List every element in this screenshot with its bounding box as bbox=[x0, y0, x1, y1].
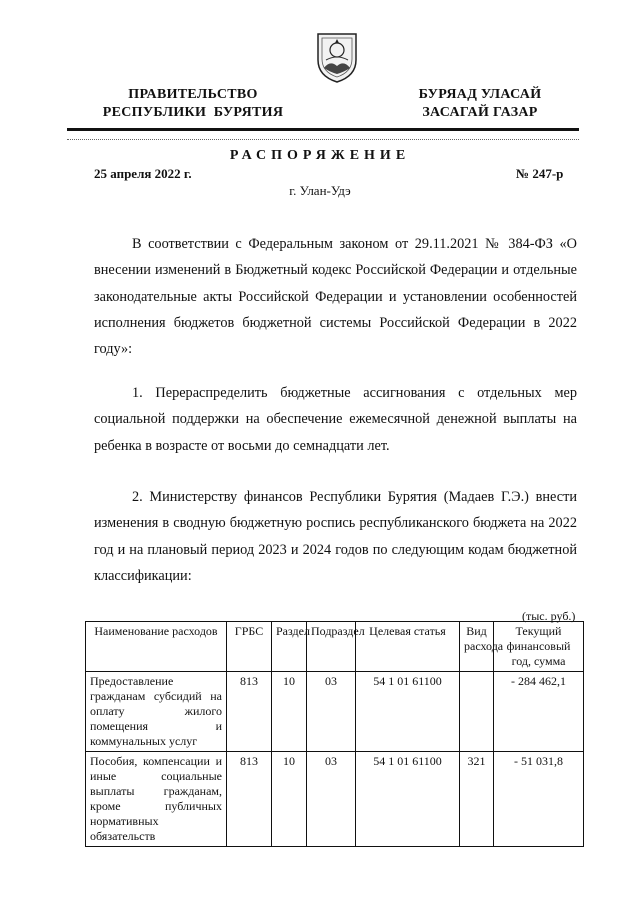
header-target: Целевая статья bbox=[356, 622, 460, 672]
table-row bbox=[86, 752, 584, 847]
cell-podrazdel: 03 bbox=[307, 672, 356, 752]
cell-vid: 321 bbox=[460, 752, 494, 847]
cell-razdel: 10 bbox=[272, 672, 307, 752]
cell-vid bbox=[460, 672, 494, 752]
document-number: № 247-р bbox=[516, 166, 564, 181]
header-name: Наименование расходов bbox=[86, 622, 227, 672]
cell-grbs: 813 bbox=[227, 672, 272, 752]
cell-name: Предоставление гражданам субсидий на оплату жилого помещения и коммунальных услуг bbox=[86, 672, 227, 752]
cell-name: Пособия, компенсации и иные социальные выплаты гражданам, кроме публичных нормативных обязательств bbox=[86, 752, 227, 847]
cell-sum: - 284 462,1 bbox=[494, 672, 584, 752]
document-city: г. Улан-Удэ bbox=[289, 183, 351, 198]
header-podrazdel: Подраздел bbox=[307, 622, 356, 672]
government-name-line1: ПРАВИТЕЛЬСТВО bbox=[128, 87, 258, 102]
government-name-buryat bbox=[400, 86, 560, 122]
header-sum: Текущий финансовый год, сумма bbox=[494, 622, 584, 672]
cell-target: 54 1 01 61100 bbox=[356, 752, 460, 847]
header-dotted-divider bbox=[67, 139, 579, 140]
table-unit-label: (тыс. руб.) bbox=[522, 609, 576, 623]
coat-of-arms-emblem bbox=[314, 30, 360, 84]
table-row bbox=[86, 672, 584, 752]
header-divider bbox=[67, 128, 579, 131]
cell-sum: - 51 031,8 bbox=[494, 752, 584, 847]
header-grbs: ГРБС bbox=[227, 622, 272, 672]
government-name-buryat-line2: ЗАСАГАЙ ГАЗАР bbox=[422, 105, 538, 120]
document-title: РАСПОРЯЖЕНИЕ bbox=[229, 148, 411, 163]
table-header-row bbox=[86, 622, 584, 672]
cell-grbs: 813 bbox=[227, 752, 272, 847]
cell-podrazdel: 03 bbox=[307, 752, 356, 847]
paragraph-item-2: 2. Министерству финансов Республики Бурятия (Мадаев Г.Э.) внести изменения в сводную бюджетную роспись республиканского бюджета на 2022 год и на плановый период 2023 и 2024 годов по следующим кодам бюджетной классификации: bbox=[94, 489, 577, 584]
paragraph-item-1: 1. Перераспределить бюджетные ассигнования с отдельных мер социальной поддержки на обеспечение ежемесячной денежной выплаты на ребенка в возрасте от восьми до семнадцати лет. bbox=[94, 385, 577, 454]
paragraph-preamble: В соответствии с Федеральным законом от 29.11.2021 № 384-ФЗ «О внесении изменений в Бюджетный кодекс Российской Федерации и отдельные законодательные акты Российской Федерации и установлении особенностей исполнения бюджетов бюджетной системы Российской Федерации в 2022 году»: bbox=[94, 236, 577, 358]
cell-razdel: 10 bbox=[272, 752, 307, 847]
government-name-buryat-line1: БУРЯАД УЛАСАЙ bbox=[418, 87, 542, 102]
budget-table bbox=[85, 621, 584, 847]
government-name-russian bbox=[88, 86, 298, 122]
header-razdel: Раздел bbox=[272, 622, 307, 672]
header-vid: Вид расхода bbox=[460, 622, 494, 672]
cell-target: 54 1 01 61100 bbox=[356, 672, 460, 752]
government-name-line2: РЕСПУБЛИКИ БУРЯТИЯ bbox=[102, 105, 284, 120]
document-date: 25 апреля 2022 г. bbox=[94, 166, 192, 181]
